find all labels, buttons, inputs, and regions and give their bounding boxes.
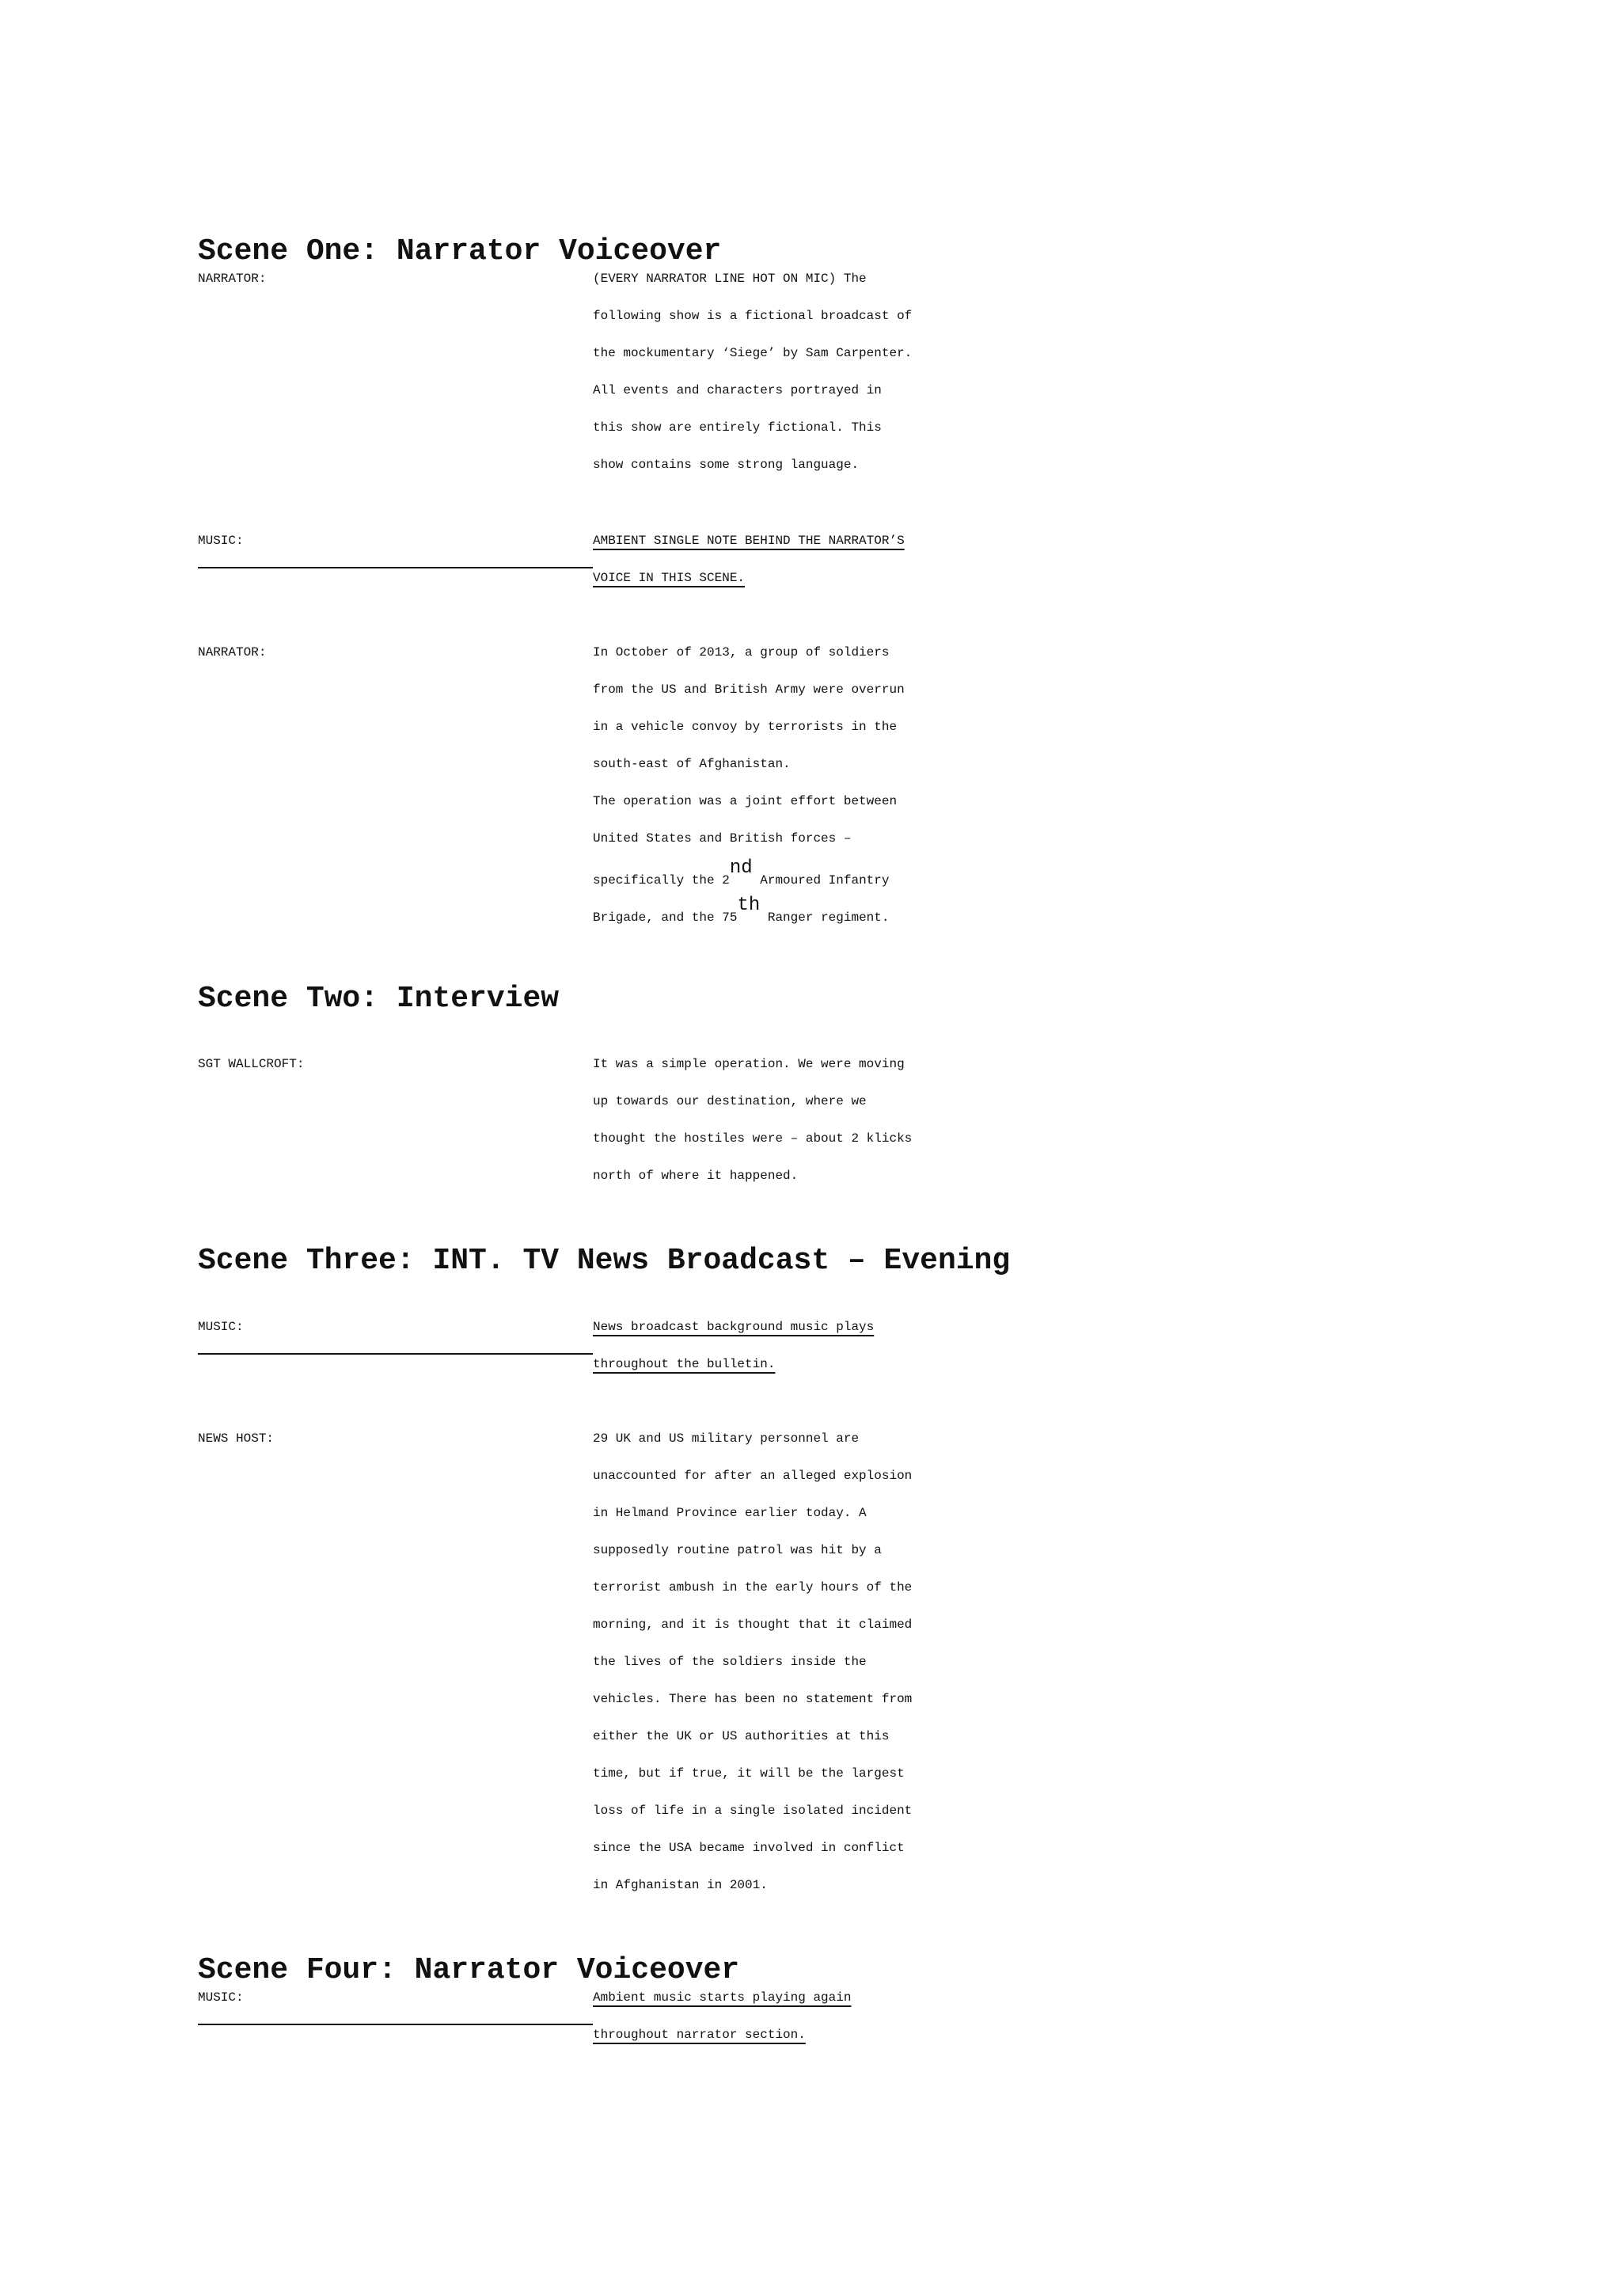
dialogue-line: following show is a fictional broadcast of [593,309,913,323]
dialogue-line: vehicles. There has been no statement from [593,1692,913,1706]
line-text: Ranger regiment. [760,910,890,925]
dialogue-line: time, but if true, it will be the largest [593,1766,905,1781]
line-text: specifically the 2 [593,873,730,888]
dialogue-line: either the UK or US authorities at this [593,1729,890,1743]
dialogue-line: terrorist ambush in the early hours of the [593,1580,913,1595]
dialogue-line [593,857,890,888]
dialogue-line: morning, and it is thought that it claimed [593,1617,913,1632]
dialogue-line: In October of 2013, a group of soldiers [593,645,890,660]
speaker-label: MUSIC: [198,534,244,548]
scene-heading: Scene Four: Narrator Voiceover [198,1953,740,1987]
speaker-label: NARRATOR: [198,272,267,286]
speaker-label: MUSIC: [198,1320,244,1334]
speaker-label: NARRATOR: [198,645,267,660]
cue-line: Ambient music starts playing again [593,1990,852,2005]
line-text: Armoured Infantry [752,873,890,888]
dialogue-line: The operation was a joint effort between [593,794,898,808]
dialogue-line: unaccounted for after an alleged explosion [593,1469,913,1483]
dialogue-line: It was a simple operation. We were moving [593,1057,905,1071]
dialogue-line: All events and characters portrayed in [593,383,882,397]
dialogue-line: loss of life in a single isolated incident [593,1804,913,1818]
dialogue-line: United States and British forces – [593,831,852,846]
cue-line: VOICE IN THIS SCENE. [593,571,746,585]
scene-heading: Scene Two: Interview [198,982,560,1016]
speaker-label: NEWS HOST: [198,1431,275,1446]
dialogue-line [593,895,890,925]
dialogue-line: up towards our destination, where we [593,1094,867,1108]
cue-line: News broadcast background music plays [593,1320,875,1334]
dialogue-line: since the USA became involved in conflict [593,1841,905,1855]
dialogue-line: from the US and British Army were overrun [593,682,905,697]
dialogue-line: in Afghanistan in 2001. [593,1878,768,1892]
dialogue-line: 29 UK and US military personnel are [593,1431,860,1446]
cue-line: throughout the bulletin. [593,1357,776,1371]
dialogue-line: the lives of the soldiers inside the [593,1655,867,1669]
dialogue-line: north of where it happened. [593,1169,799,1183]
dialogue-line: in a vehicle convoy by terrorists in the [593,720,898,734]
dialogue-line: this show are entirely fictional. This [593,420,882,435]
dialogue-line: south-east of Afghanistan. [593,757,791,771]
dialogue-line: (EVERY NARRATOR LINE HOT ON MIC) The [593,272,867,286]
dialogue-line: in Helmand Province earlier today. A [593,1506,867,1520]
cue-line: throughout narrator section. [593,2028,806,2042]
ordinal-suffix: nd [729,857,753,879]
scene-heading: Scene One: Narrator Voiceover [198,234,722,268]
speaker-underline [198,567,593,568]
dialogue-line: the mockumentary ‘Siege’ by Sam Carpenter. [593,346,913,360]
dialogue-line: supposedly routine patrol was hit by a [593,1543,882,1557]
line-text: Brigade, and the 75 [593,910,738,925]
speaker-label: SGT WALLCROFT: [198,1057,305,1071]
cue-line: AMBIENT SINGLE NOTE BEHIND THE NARRATOR’S [593,534,905,548]
speaker-underline [198,2024,593,2025]
ordinal-suffix: th [737,895,761,916]
speaker-underline [198,1353,593,1355]
speaker-label: MUSIC: [198,1990,244,2005]
dialogue-line: show contains some strong language. [593,458,860,472]
dialogue-line: thought the hostiles were – about 2 klicks [593,1131,913,1146]
scene-heading: Scene Three: INT. TV News Broadcast – Evening [198,1244,1011,1278]
